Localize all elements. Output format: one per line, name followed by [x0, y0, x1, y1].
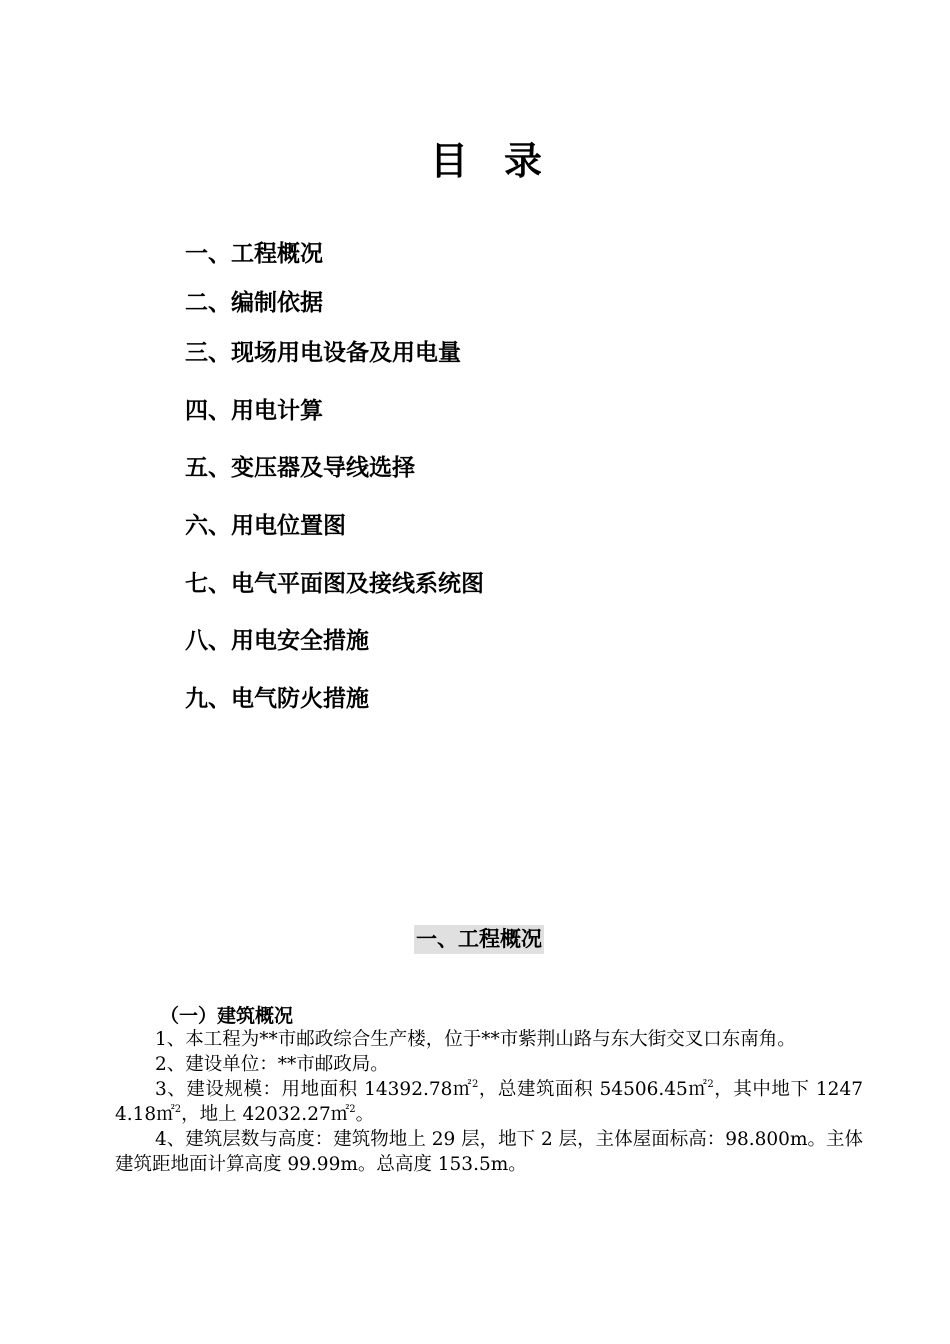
paragraph-1: 1、本工程为**市邮政综合生产楼，位于**市紫荆山路与东大街交叉口东南角。 — [155, 1029, 796, 1050]
toc-item-8: 八、用电安全措施 — [185, 628, 369, 654]
toc-item-9: 九、电气防火措施 — [185, 686, 369, 712]
superscript-2: 2 — [707, 1079, 714, 1090]
paragraph-3 — [115, 1077, 863, 1127]
toc-item-7: 七、电气平面图及接线系统图 — [185, 571, 484, 597]
p3-part-c: ，其中地下 12474.18㎡ — [115, 1079, 863, 1125]
body-text — [115, 1027, 863, 1177]
section-heading: 一、工程概况 — [414, 925, 544, 954]
toc-item-1: 一、工程概况 — [185, 241, 323, 267]
toc-title — [0, 130, 950, 185]
toc-item-2: 二、编制依据 — [185, 290, 323, 316]
toc-title-char-1: 目 — [429, 139, 474, 183]
p3-part-e: 。 — [355, 1104, 375, 1125]
p3-part-d: ，地上 42032.27㎡ — [181, 1104, 350, 1125]
sub-heading: （一）建筑概况 — [160, 1005, 294, 1027]
p3-part-b: ，总建筑面积 54506.45㎡ — [478, 1079, 708, 1100]
paragraph-4: 4、建筑层数与高度：建筑物地上 29 层，地下 2 层，主体屋面标高：98.800m。主体建筑距地面计算高度 99.99m。总高度 153.5m。 — [115, 1129, 863, 1175]
paragraph-2: 2、建设单位：**市邮政局。 — [155, 1054, 389, 1075]
toc-item-3: 三、现场用电设备及用电量 — [185, 340, 461, 366]
superscript-2: 2 — [349, 1104, 356, 1115]
toc-item-5: 五、变压器及导线选择 — [185, 455, 415, 481]
p3-part-a: 3、建设规模：用地面积 14392.78㎡ — [155, 1079, 472, 1100]
toc-title-char-2: 录 — [504, 139, 549, 183]
superscript-2: 2 — [471, 1079, 479, 1090]
toc-item-4: 四、用电计算 — [185, 398, 323, 424]
toc-item-6: 六、用电位置图 — [185, 513, 346, 539]
superscript-2: 2 — [174, 1104, 182, 1115]
